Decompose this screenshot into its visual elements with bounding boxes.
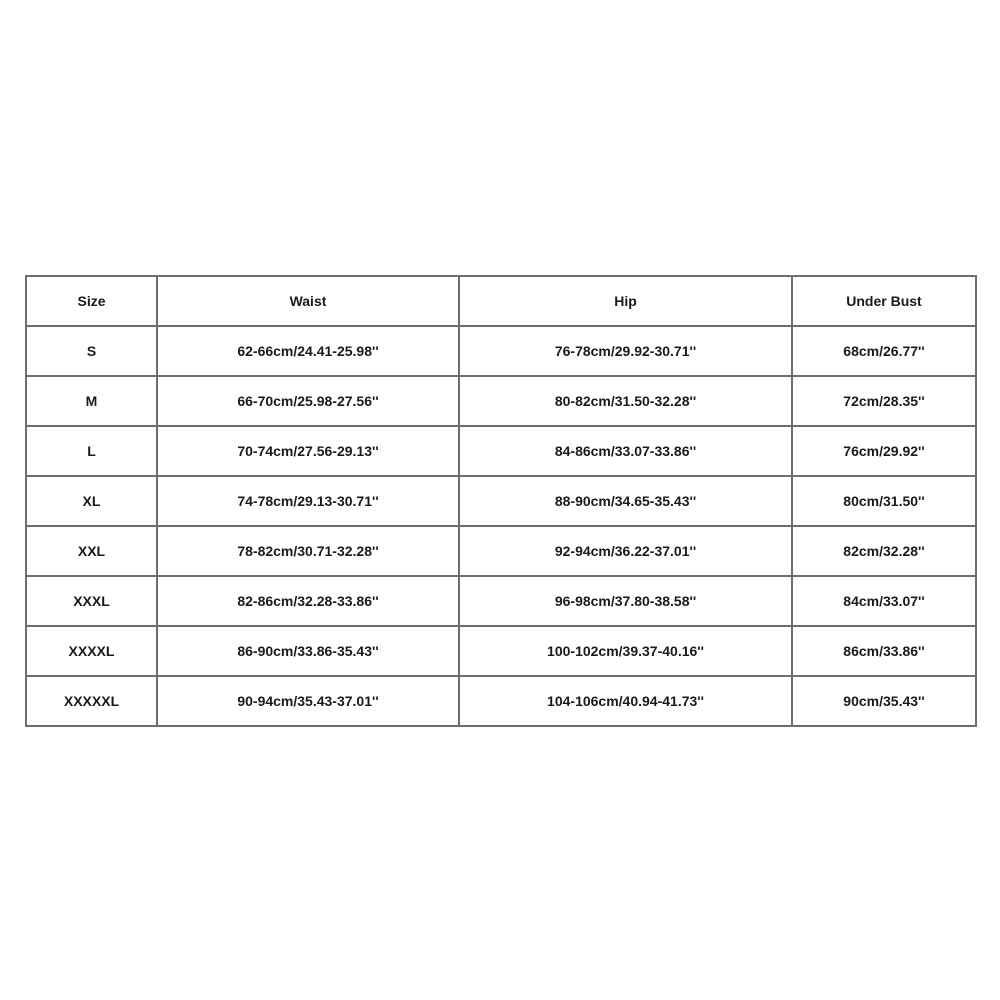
table-row <box>26 476 976 526</box>
cell-waist: 74-78cm/29.13-30.71'' <box>157 476 459 526</box>
table-row <box>26 526 976 576</box>
cell-size: XXXXL <box>26 626 157 676</box>
cell-size: M <box>26 376 157 426</box>
header-size: Size <box>26 276 157 326</box>
table-row <box>26 426 976 476</box>
table-header-row <box>26 276 976 326</box>
header-hip: Hip <box>459 276 792 326</box>
cell-under-bust: 82cm/32.28'' <box>792 526 976 576</box>
cell-hip: 104-106cm/40.94-41.73'' <box>459 676 792 726</box>
table-row <box>26 576 976 626</box>
cell-waist: 62-66cm/24.41-25.98'' <box>157 326 459 376</box>
table-row <box>26 676 976 726</box>
header-under-bust: Under Bust <box>792 276 976 326</box>
cell-waist: 66-70cm/25.98-27.56'' <box>157 376 459 426</box>
cell-hip: 88-90cm/34.65-35.43'' <box>459 476 792 526</box>
cell-size: XL <box>26 476 157 526</box>
cell-hip: 96-98cm/37.80-38.58'' <box>459 576 792 626</box>
cell-under-bust: 80cm/31.50'' <box>792 476 976 526</box>
size-chart-table <box>25 275 977 727</box>
cell-hip: 76-78cm/29.92-30.71'' <box>459 326 792 376</box>
cell-hip: 80-82cm/31.50-32.28'' <box>459 376 792 426</box>
cell-under-bust: 68cm/26.77'' <box>792 326 976 376</box>
cell-hip: 100-102cm/39.37-40.16'' <box>459 626 792 676</box>
cell-size: XXXL <box>26 576 157 626</box>
cell-waist: 86-90cm/33.86-35.43'' <box>157 626 459 676</box>
cell-size: S <box>26 326 157 376</box>
cell-size: XXL <box>26 526 157 576</box>
table-row <box>26 326 976 376</box>
cell-under-bust: 72cm/28.35'' <box>792 376 976 426</box>
cell-waist: 82-86cm/32.28-33.86'' <box>157 576 459 626</box>
cell-under-bust: 86cm/33.86'' <box>792 626 976 676</box>
cell-size: L <box>26 426 157 476</box>
cell-waist: 70-74cm/27.56-29.13'' <box>157 426 459 476</box>
cell-under-bust: 90cm/35.43'' <box>792 676 976 726</box>
cell-under-bust: 84cm/33.07'' <box>792 576 976 626</box>
cell-waist: 78-82cm/30.71-32.28'' <box>157 526 459 576</box>
cell-hip: 92-94cm/36.22-37.01'' <box>459 526 792 576</box>
table-row <box>26 626 976 676</box>
cell-waist: 90-94cm/35.43-37.01'' <box>157 676 459 726</box>
cell-hip: 84-86cm/33.07-33.86'' <box>459 426 792 476</box>
header-waist: Waist <box>157 276 459 326</box>
cell-size: XXXXXL <box>26 676 157 726</box>
cell-under-bust: 76cm/29.92'' <box>792 426 976 476</box>
table-row <box>26 376 976 426</box>
